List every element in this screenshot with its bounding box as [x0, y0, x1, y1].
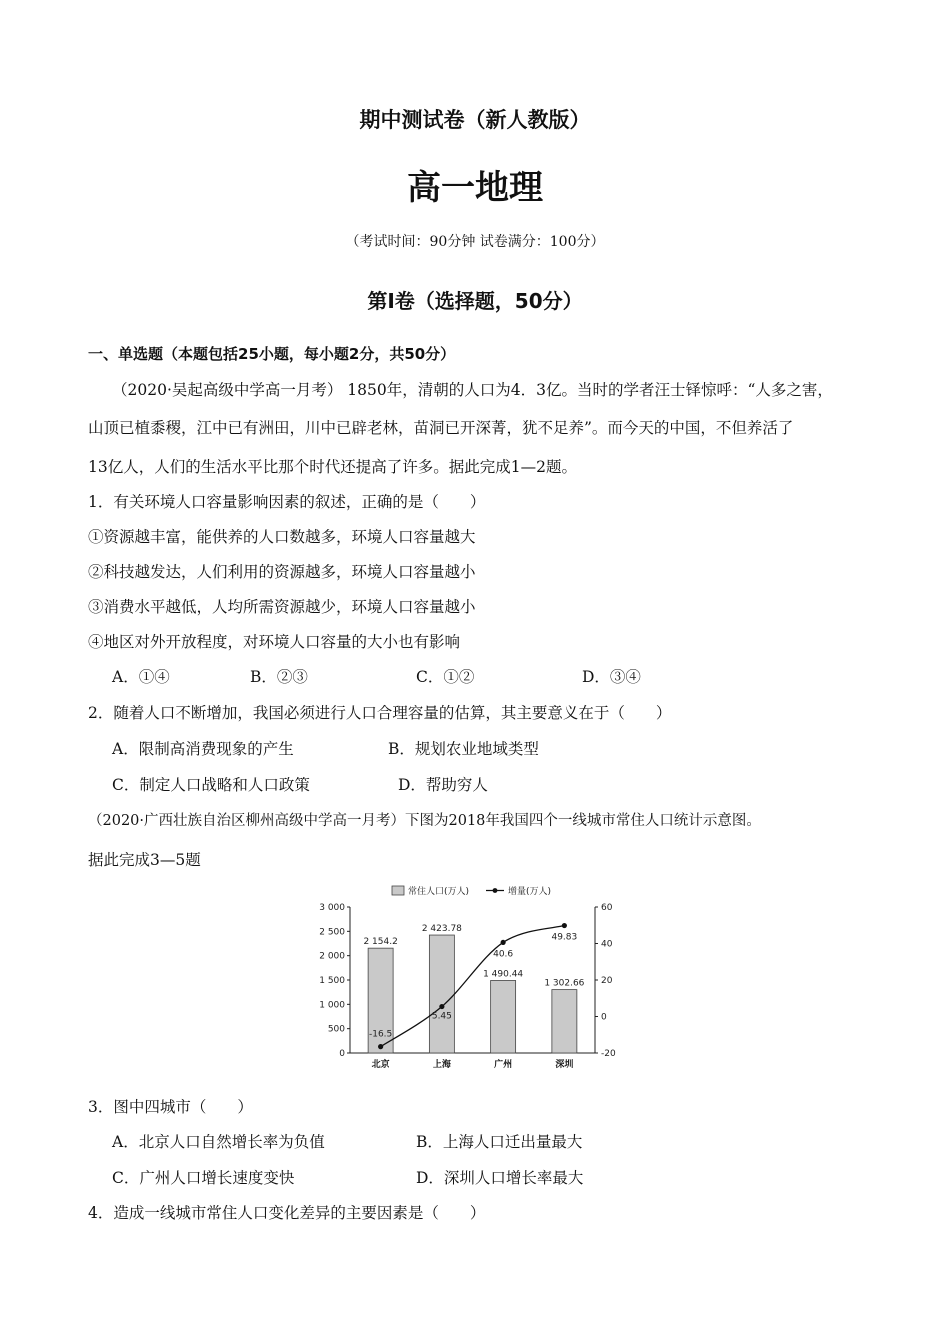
increase-label: 5.45 [431, 1011, 452, 1022]
passage1-line2: 山顶已植黍稷，江中已有洲田，川中已辟老林，苗洞已开深菁，犹不足养”。而今天的中国，不但养活了 [88, 419, 794, 437]
subject-title: 高一地理 [407, 168, 543, 208]
q3-option-a: A．北京人口自然增长率为负值 [112, 1133, 325, 1151]
increase-point-3 [562, 923, 567, 928]
question-2-stem: 2．随着人口不断增加，我国必须进行人口合理容量的估算，其主要意义在于（ ） [88, 704, 672, 722]
bar-label: 1 490.44 [483, 969, 524, 980]
chart-svg [300, 880, 640, 1080]
q1-statement-2: ②科技越发达，人们利用的资源越多，环境人口容量越小 [88, 563, 476, 581]
legend-line-dot [493, 888, 498, 893]
legend-line-label: 增量(万人) [508, 887, 552, 897]
exam-title: 期中测试卷（新人教版） [359, 108, 591, 132]
q2-option-c: C．制定人口战略和人口政策 [112, 776, 310, 794]
q3-option-d: D．深圳人口增长率最大 [416, 1169, 584, 1187]
left-tick-label: 1 000 [319, 1000, 345, 1011]
q1-statement-1: ①资源越丰富，能供养的人口数越多，环境人口容量越大 [88, 528, 476, 546]
left-tick-label: 1 500 [319, 976, 345, 986]
left-tick-label: 3 000 [319, 903, 345, 913]
right-tick-label: 60 [601, 903, 613, 913]
question-4-stem: 4．造成一线城市常住人口变化差异的主要因素是（ ） [88, 1204, 486, 1222]
passage2-line2: 据此完成3—5题 [88, 851, 201, 869]
passage2-line1: （2020·广西壮族自治区柳州高级中学高一月考）下图为2018年我国四个一线城市常住人口统计示意图。 [88, 813, 761, 829]
bar-2 [491, 980, 516, 1053]
section-heading: 一、单选题（本题包括25小题，每小题2分，共50分） [88, 345, 456, 363]
q3-option-b: B．上海人口迁出量最大 [416, 1133, 583, 1151]
increase-label: 40.6 [493, 949, 514, 960]
q1-option-a: A．①④ [112, 668, 170, 686]
left-tick-label: 2 000 [319, 951, 345, 962]
population-chart [300, 880, 640, 1080]
q1-statement-4: ④地区对外开放程度，对环境人口容量的大小也有影响 [88, 633, 461, 651]
q2-option-d: D．帮助穷人 [398, 776, 488, 794]
passage1-line3: 13亿人，人们的生活水平比那个时代还提高了许多。据此完成1—2题。 [88, 458, 577, 476]
left-tick-label: 500 [327, 1024, 345, 1035]
increase-point-1 [439, 1004, 444, 1009]
part-title: 第Ⅰ卷（选择题，50分） [367, 289, 583, 313]
q1-statement-3: ③消费水平越低，人均所需资源越少，环境人口容量越小 [88, 598, 476, 616]
bar-label: 1 302.66 [544, 978, 585, 989]
right-tick-label: 20 [601, 976, 613, 986]
q3-option-c: C．广州人口增长速度变快 [112, 1169, 295, 1187]
legend-bar-swatch [392, 886, 404, 895]
increase-label: 49.83 [551, 932, 578, 943]
right-tick-label: 0 [601, 1012, 607, 1023]
bar-label: 2 154.2 [363, 937, 398, 948]
left-tick-label: 0 [339, 1049, 345, 1059]
increase-point-0 [378, 1044, 383, 1049]
bar-1 [429, 935, 454, 1053]
bar-3 [552, 990, 577, 1053]
right-tick-label: 40 [601, 939, 613, 950]
category-label: 深圳 [555, 1060, 574, 1070]
increase-label: -16.5 [368, 1029, 393, 1040]
legend-bar-label: 常住人口(万人) [408, 887, 470, 897]
category-label: 广州 [494, 1060, 513, 1070]
q2-option-a: A．限制高消费现象的产生 [112, 740, 294, 758]
increase-line [381, 926, 565, 1047]
increase-point-2 [501, 940, 506, 945]
q1-option-d: D．③④ [582, 668, 641, 686]
question-1-stem: 1．有关环境人口容量影响因素的叙述，正确的是（ ） [88, 493, 486, 511]
category-label: 北京 [371, 1060, 390, 1070]
question-3-stem: 3．图中四城市（ ） [88, 1098, 253, 1116]
bar-label: 2 423.78 [421, 924, 462, 935]
left-tick-label: 2 500 [319, 927, 345, 938]
q1-option-c: C．①② [416, 668, 475, 686]
right-tick-label: -20 [601, 1049, 616, 1059]
passage1-line1: （2020·吴起高级中学高一月考） 1850年，清朝的人口为4．3亿。当时的学者汪士铎惊呼：“人多之害， [112, 381, 833, 399]
q2-option-b: B．规划农业地域类型 [388, 740, 539, 758]
exam-info: （考试时间：90分钟 试卷满分：100分） [345, 234, 605, 250]
category-label: 上海 [432, 1060, 451, 1070]
q1-option-b: B．②③ [250, 668, 308, 686]
